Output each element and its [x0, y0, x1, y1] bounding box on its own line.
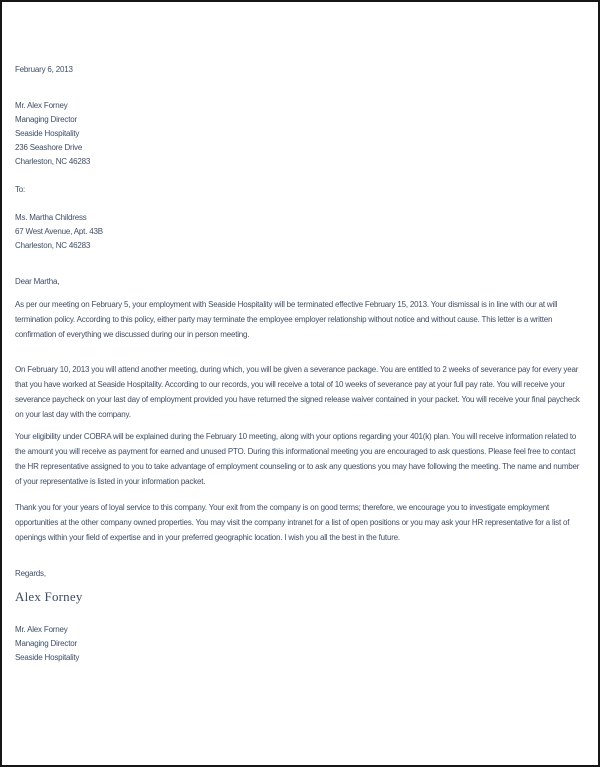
paragraph-severance-package: On February 10, 2013 you will attend another meeting, during which, you will be given a severance package. You are entitled to 2 weeks of severance pay for every year that you have worked at Seaside Hospitality. According to our records, you will receive a total of 10 weeks of severance pay at your full pay rate. You will receive your severance paycheck on your last day of employment provided you have returned the signed release waiver contained in your packet. You will receive your final paycheck on your last day with the company. — [15, 365, 580, 419]
sender-company: Seaside Hospitality — [15, 129, 80, 138]
paragraph-cobra-benefits: Your eligibility under COBRA will be explained during the February 10 meeting, along with your options regarding your 401(k) plan. You will receive information related to the amount you will receive as payment for earned and unused PTO. During this informational meeting you are encouraged to ask questions. Please feel free to contact the HR representative assigned to you to take advantage of employment counseling or to ask any questions you may have following the meeting. The name and number of your representative is listed in your information packet. — [15, 432, 580, 486]
signer-title: Managing Director — [15, 639, 77, 648]
sender-address-block — [15, 99, 586, 169]
to-label: To: — [15, 185, 26, 194]
salutation: Dear Martha, — [15, 277, 60, 286]
signer-name: Mr. Alex Forney — [15, 625, 68, 634]
paragraph-termination-notice: As per our meeting on February 5, your employment with Seaside Hospitality will be terminated effective February 15, 2013. Your dismissal is in line with our at will termination policy. According to this policy, either party may terminate the employee employer relationship without notice and without cause. This letter is a written confirmation of everything we discussed during our in person meeting. — [15, 300, 558, 339]
signer-company: Seaside Hospitality — [15, 653, 80, 662]
recipient-address-block — [15, 211, 586, 253]
closing-regards: Regards, — [15, 569, 46, 578]
letter-date: February 6, 2013 — [15, 65, 73, 74]
sender-title: Managing Director — [15, 115, 77, 124]
sender-street: 236 Seashore Drive — [15, 143, 83, 152]
signer-block — [15, 623, 586, 665]
handwritten-signature: Alex Forney — [15, 589, 83, 604]
sender-city: Charleston, NC 46283 — [15, 157, 91, 166]
sender-name: Mr. Alex Forney — [15, 101, 68, 110]
recipient-city: Charleston, NC 46283 — [15, 241, 91, 250]
recipient-name: Ms. Martha Childress — [15, 213, 87, 222]
recipient-street: 67 West Avenue, Apt. 43B — [15, 227, 103, 236]
paragraph-thank-you: Thank you for your years of loyal service to this company. Your exit from the company is on good terms; therefore, we encourage you to investigate employment opportunities at the other company owned properties. You may visit the company intranet for a list of open positions or you may ask your HR representative for a list of openings within your field of expertise and in your preferred geographic location. I wish you all the best in the future. — [15, 503, 570, 542]
